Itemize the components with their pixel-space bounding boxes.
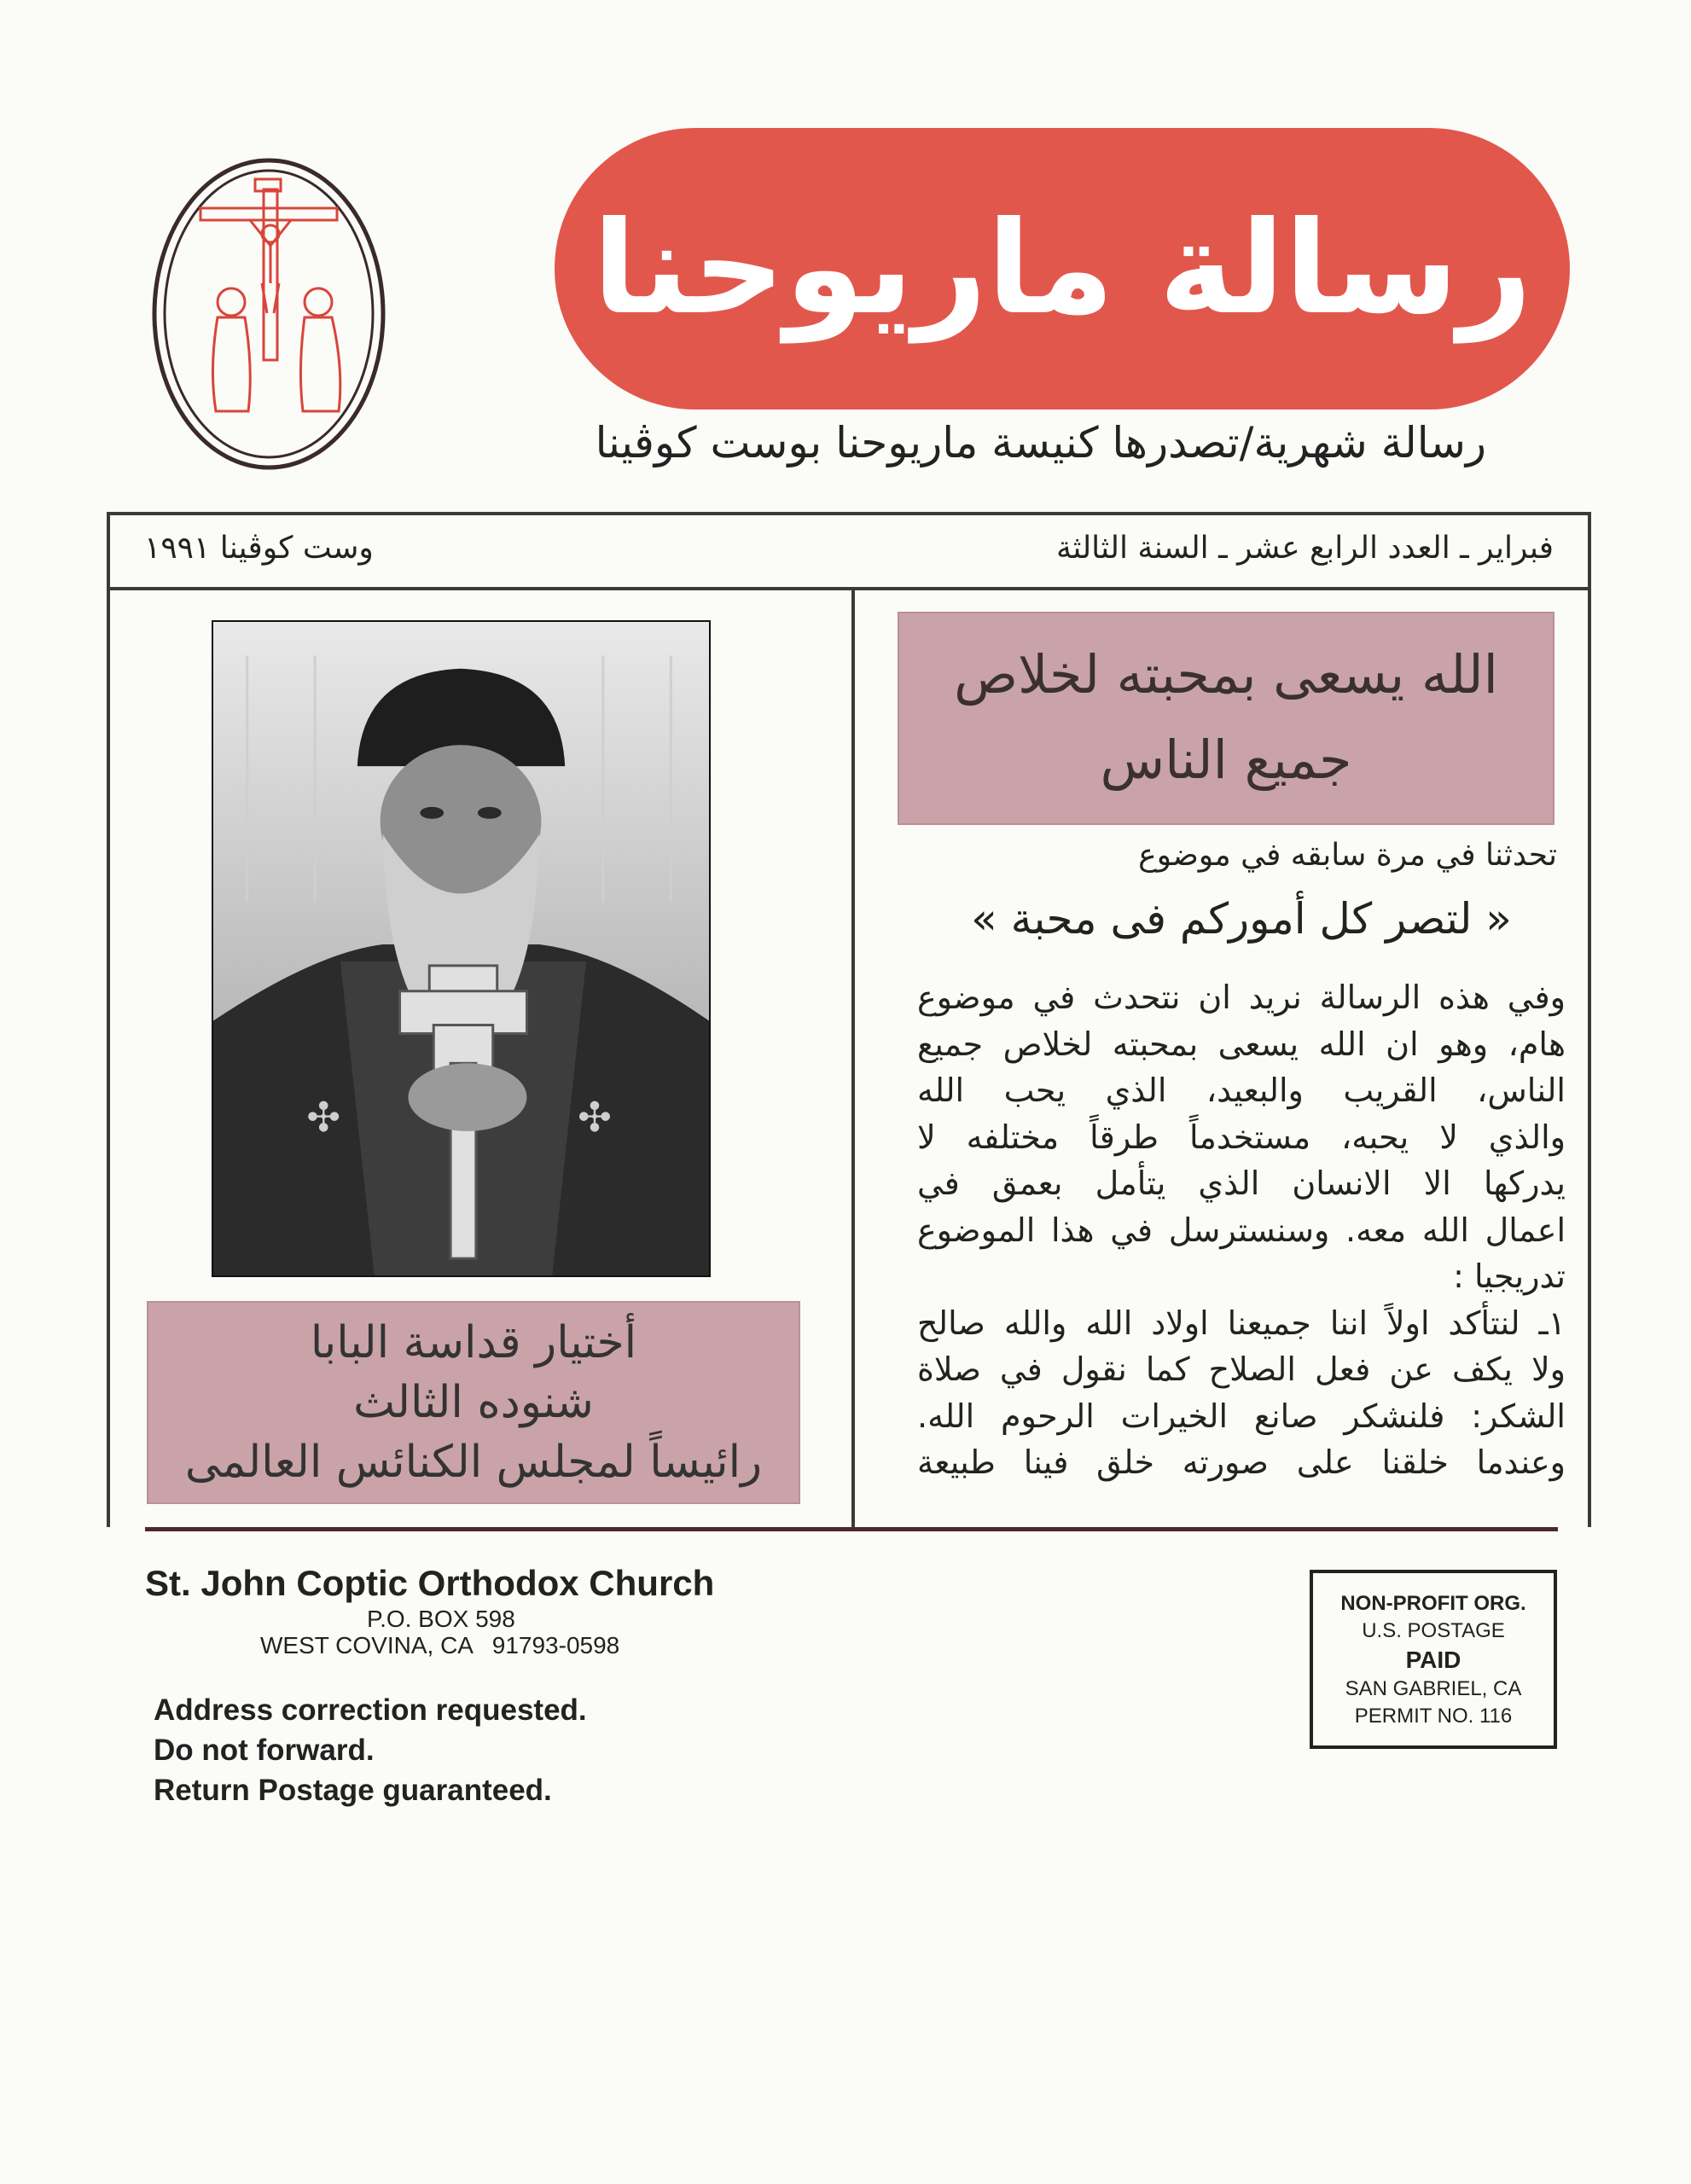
article-line: وعندما خلقنا على صورته خلق فينا طبيعة [917,1443,1566,1481]
article-intro: تحدثنا في مرة سابقه في موضوع [1138,838,1557,873]
frame-left-rule [107,590,110,1527]
issue-info: فبراير ـ العدد الرابع عشر ـ السنة الثالثة [1056,531,1554,566]
caption-line-1: أختيار قداسة البابا [310,1317,637,1368]
postage-line-4: SAN GABRIEL, CA [1345,1677,1522,1700]
article-line: وفي هذه الرسالة نريد ان نتحدث في موضوع [917,979,1566,1016]
postage-paid: PAID [1405,1647,1461,1673]
article-line: والذي لا يحبه، مستخدماً طرقاً مختلفه لا [917,1118,1566,1156]
article-line: اعمال الله معه. وسنسترسل في هذا الموضوع [917,1211,1566,1249]
return-postage-note: Return Postage guaranteed. [154,1774,552,1807]
caption-line-2: شنوده الثالث [353,1377,594,1428]
headline-line-2: جميع الناس [1100,729,1352,791]
article-line: تدريجيا : [1453,1258,1566,1295]
article-line: الشكر: فلنشكر صانع الخيرات الرحوم الله. [917,1397,1566,1435]
po-box: P.O. BOX 598 [367,1606,515,1632]
svg-text:✣: ✣ [578,1094,613,1141]
article-line: الناس، القريب والبعيد، الذي يحب الله [917,1072,1566,1109]
masthead-banner [555,128,1570,410]
frame-bottom-rule [145,1527,1558,1531]
postage-line-2: U.S. POSTAGE [1362,1619,1505,1642]
masthead-title: رسالة ماريوحنا [592,195,1532,343]
church-name: St. John Coptic Orthodox Church [145,1563,715,1603]
headline-line-1: الله يسعى بمحبته لخلاص [954,643,1498,706]
frame-right-rule [1588,590,1591,1527]
article-line: ١ـ لنتأكد اولاً اننا جميعنا اولاد الله والله صالح [917,1304,1566,1342]
postage-line-5: PERMIT NO. 116 [1354,1705,1513,1728]
article-line: هام، وهو ان الله يسعى بمحبته لخلاص جميع [917,1025,1566,1063]
article-quote: « لتصر كل أموركم فى محبة » [971,894,1512,944]
postage-indicia [1310,1570,1557,1749]
svg-text:✣: ✣ [306,1094,341,1141]
caption-box [147,1301,800,1504]
issue-date-bar [107,512,1591,590]
article-line: يدركها الا الانسان الذي يتأمل بعمق في [917,1165,1566,1202]
article-line: ولا يكف عن فعل الصلاح كما نقول في صلاة [917,1350,1566,1388]
city-zip: WEST COVINA, CA 91793-0598 [260,1632,620,1658]
column-divider [851,590,855,1527]
crucifixion-logo [149,155,388,473]
masthead-subtitle: رسالة شهرية/تصدرها كنيسة ماريوحنا بوست كوڤينا [595,418,1486,468]
pope-photo [212,620,711,1277]
postage-line-1: NON-PROFIT ORG. [1340,1592,1526,1615]
address-correction-note: Address correction requested. [154,1693,587,1727]
caption-line-3: رائيساً لمجلس الكنائس العالمى [184,1437,763,1488]
place-year: وست كوڤينا ١٩٩١ [144,531,374,566]
article-body [917,834,1566,1486]
article-headline-box [898,612,1554,825]
do-not-forward-note: Do not forward. [154,1734,375,1767]
